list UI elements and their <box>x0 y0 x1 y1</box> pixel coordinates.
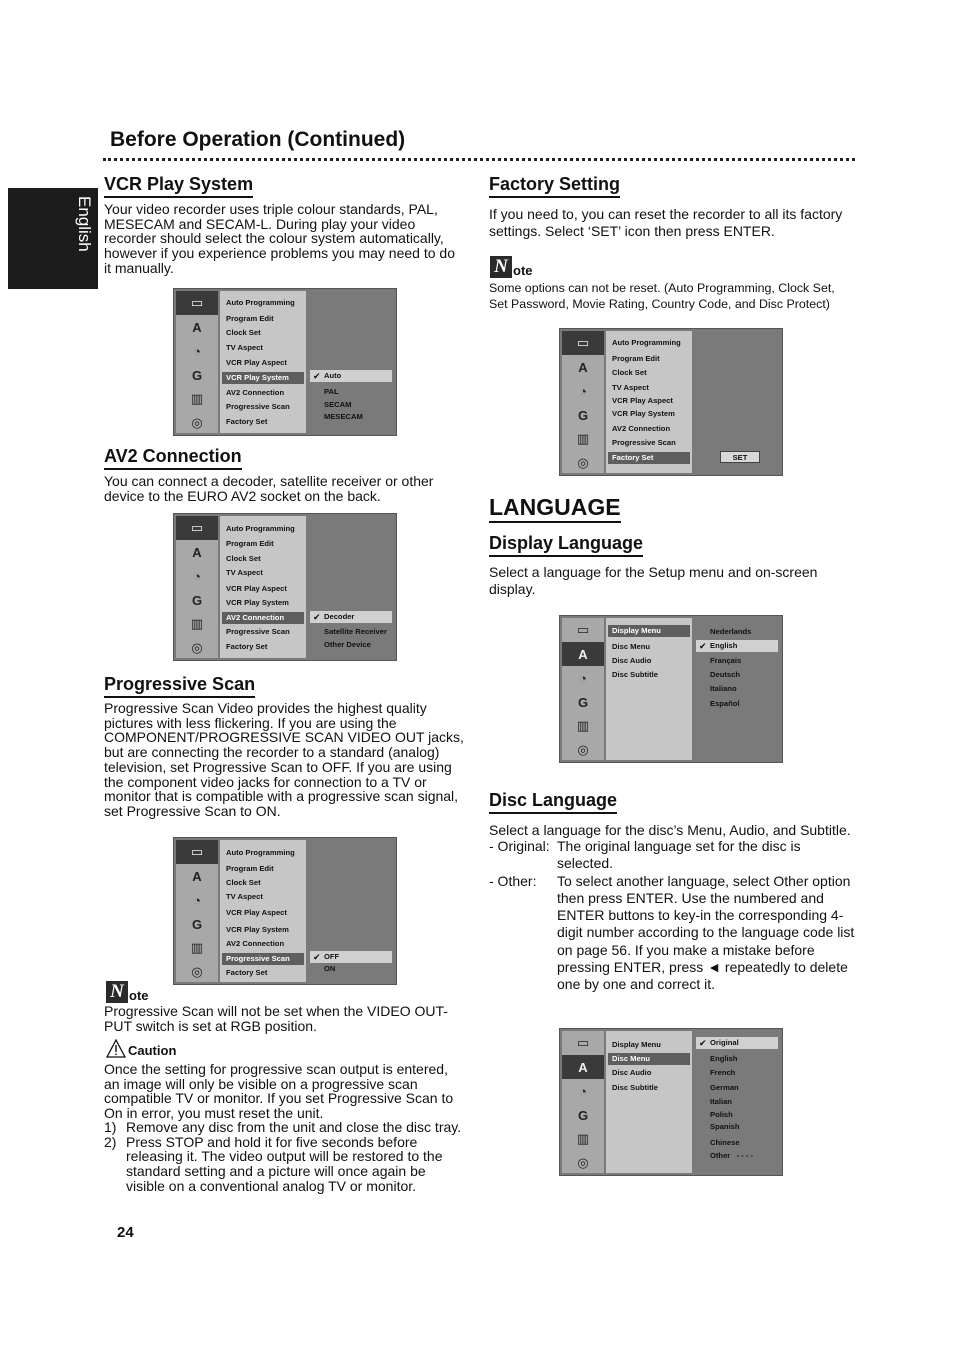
note-label: ote <box>129 988 149 1003</box>
osd-menu-item[interactable]: Auto Programming <box>226 848 295 857</box>
osd-menu-item[interactable]: Progressive Scan <box>222 953 304 965</box>
osd-option[interactable]: Français <box>710 656 742 665</box>
tv-icon: ▭ <box>576 622 590 637</box>
osd-option[interactable]: ✔ Decoder <box>310 611 392 623</box>
tv-icon: ▭ <box>176 840 218 864</box>
osd-option[interactable]: Chinese <box>710 1138 740 1147</box>
osd-menu-item[interactable]: Factory Set <box>226 417 268 426</box>
film-icon: ▥ <box>576 431 590 446</box>
osd-options <box>308 516 394 658</box>
osd-menu-item[interactable]: VCR Play Aspect <box>226 908 287 917</box>
osd-option[interactable]: French <box>710 1068 736 1077</box>
osd-display-language <box>559 615 783 763</box>
disc-icon: ◎ <box>191 415 203 430</box>
language-icon: A <box>192 868 202 884</box>
language-tab <box>8 188 98 289</box>
osd-menu-item[interactable]: VCR Play Aspect <box>226 358 287 367</box>
av2-connection-body: You can connect a decoder, satellite receiver or other device to the EURO AV2 socket on the back. <box>104 473 434 504</box>
osd-menu-list <box>220 291 306 433</box>
language-icon: A <box>192 319 202 335</box>
osd-option[interactable]: SECAM <box>324 400 352 409</box>
film-icon: ▥ <box>190 940 204 955</box>
osd-options <box>308 840 394 982</box>
osd-option[interactable]: Deutsch <box>710 670 740 679</box>
disc-language-item: - Other: To select another language, select Other option then press ENTER. Use the numbered and ENTER buttons to key-in the corresponding 4-digit number according to the language code list on page 56. If you make a mistake before pressing ENTER, press ◄ repeatedly to delete one by one and correct it. <box>489 872 855 993</box>
osd-menu-item[interactable]: Program Edit <box>612 354 660 363</box>
disc-icon: ◎ <box>577 742 589 757</box>
osd-av2-connection <box>173 513 397 661</box>
check-icon: ✔ <box>313 612 321 622</box>
warning-icon <box>106 1039 126 1058</box>
language-heading: LANGUAGE <box>489 494 621 521</box>
language-icon: A <box>578 359 588 375</box>
osd-menu-item[interactable]: Display Menu <box>608 625 690 637</box>
osd-icon-column <box>176 840 218 982</box>
caution-label: Caution <box>128 1043 177 1058</box>
tv-icon: ▭ <box>576 1035 590 1050</box>
osd-menu-item[interactable]: VCR Play System <box>612 409 675 418</box>
tv-icon: ▭ <box>176 516 218 540</box>
osd-menu-item[interactable]: Factory Set <box>226 968 268 977</box>
caution-step: 1) Remove any disc from the unit and close the disc tray. <box>104 1119 462 1135</box>
progressive-scan-body: Progressive Scan Video provides the highest quality pictures with less flickering. If you are using the COMPONENT/PROGRESSIVE SCAN VIDEO OUT jacks, but are connecting the recorder to a standard (analog) television, set Progressive Scan to OFF. If you are using the component video jacks for connection to a TV or monitor that is compatible with a progressive scan signal, set Progressive Scan to ON. <box>104 700 464 819</box>
osd-menu-item[interactable]: Clock Set <box>226 878 261 887</box>
caution-header <box>106 1039 176 1058</box>
osd-menu-item[interactable]: VCR Play Aspect <box>226 584 287 593</box>
film-icon: ▥ <box>190 391 204 406</box>
osd-icon-column <box>562 1031 604 1173</box>
page-number: 24 <box>117 1224 134 1241</box>
factory-note-header <box>490 256 533 278</box>
osd-menu-item[interactable]: VCR Play Aspect <box>612 396 673 405</box>
osd-menu-item[interactable]: Clock Set <box>226 554 261 563</box>
osd-menu-item[interactable]: Auto Programming <box>226 524 295 533</box>
disc-icon: ◎ <box>191 640 203 655</box>
osd-menu-item[interactable]: Disc Audio <box>612 1068 652 1077</box>
osd-menu-item[interactable]: Clock Set <box>612 368 647 377</box>
lock-icon: G <box>577 1107 589 1123</box>
vcr-play-system-heading: VCR Play System <box>104 175 253 193</box>
lock-icon: G <box>191 592 203 608</box>
osd-menu-item[interactable]: Factory Set <box>226 642 268 651</box>
osd-menu-item[interactable]: Program Edit <box>226 314 274 323</box>
language-tab-label: English <box>75 196 94 252</box>
audio-icon: ◔ <box>193 892 201 908</box>
osd-icon-column <box>562 618 604 760</box>
note-icon: N <box>106 981 128 1003</box>
disc-language-heading: Disc Language <box>489 791 617 809</box>
osd-menu-item[interactable]: Auto Programming <box>612 338 681 347</box>
osd-options <box>694 331 780 473</box>
display-language-heading: Display Language <box>489 534 643 552</box>
lock-icon: G <box>577 407 589 423</box>
osd-option[interactable]: Español <box>710 699 740 708</box>
osd-menu-item[interactable]: TV Aspect <box>226 568 263 577</box>
osd-menu-item[interactable]: TV Aspect <box>226 343 263 352</box>
osd-options <box>308 291 394 433</box>
osd-options <box>694 1031 780 1173</box>
osd-menu-item[interactable]: VCR Play System <box>226 598 289 607</box>
osd-progressive-scan <box>173 837 397 985</box>
osd-option[interactable]: ✔ OFF <box>310 951 392 963</box>
osd-menu-list <box>606 618 692 760</box>
osd-option[interactable]: Polish <box>710 1110 733 1119</box>
language-icon: A <box>562 642 604 666</box>
caution-steps <box>104 1120 464 1194</box>
film-icon: ▥ <box>576 1131 590 1146</box>
check-icon: ✔ <box>699 641 707 651</box>
audio-icon: ◔ <box>579 1083 587 1099</box>
osd-option[interactable]: PAL <box>324 387 339 396</box>
progressive-scan-heading: Progressive Scan <box>104 675 255 693</box>
osd-menu-item[interactable]: Progressive Scan <box>612 438 676 447</box>
disc-language-intro: Select a language for the disc’s Menu, Audio, and Subtitle. <box>489 822 851 838</box>
osd-menu-item[interactable]: AV2 Connection <box>226 939 285 948</box>
other-code: - - - - <box>736 1151 754 1160</box>
film-icon: ▥ <box>190 616 204 631</box>
osd-option[interactable]: ✔ English <box>696 640 778 652</box>
osd-menu-item[interactable]: Progressive Scan <box>226 627 290 636</box>
osd-option[interactable]: ON <box>324 964 336 973</box>
osd-menu-item[interactable]: VCR Play System <box>226 925 289 934</box>
osd-menu-item[interactable]: Progressive Scan <box>226 402 290 411</box>
note-icon: N <box>490 256 512 278</box>
osd-menu-list <box>606 1031 692 1173</box>
osd-option[interactable]: Other Device <box>324 640 371 649</box>
audio-icon: ◔ <box>579 383 587 399</box>
factory-setting-heading: Factory Setting <box>489 175 620 193</box>
av2-connection-heading: AV2 Connection <box>104 447 242 465</box>
disc-language-item: - Original: The original language set for the disc is selected. <box>489 838 801 872</box>
vcr-play-system-body: Your video recorder uses triple colour standards, PAL, MESECAM and SECAM-L. During play your video recorder should select the colour system automatically, however if you experience problems you may need to do it manually. <box>104 201 455 276</box>
lock-icon: G <box>191 367 203 383</box>
check-icon: ✔ <box>313 371 321 381</box>
display-language-body: Select a language for the Setup menu and on-screen display. <box>489 564 818 598</box>
language-icon: A <box>562 1055 604 1079</box>
osd-menu-item[interactable]: Program Edit <box>226 539 274 548</box>
audio-icon: ◔ <box>193 568 201 584</box>
osd-icon-column <box>176 291 218 433</box>
disc-icon: ◎ <box>191 964 203 979</box>
tv-icon: ▭ <box>562 331 604 355</box>
caution-step: 2) Press STOP and hold it for five seconds before releasing it. The video output will be restored to the standard setting and a picture will once again be visible on a conventional analog TV or monitor. <box>104 1133 443 1194</box>
disc-icon: ◎ <box>577 455 589 470</box>
note-label: ote <box>513 263 533 278</box>
osd-option[interactable]: MESECAM <box>324 412 363 421</box>
osd-menu-item[interactable]: AV2 Connection <box>612 424 671 433</box>
osd-icon-column <box>176 516 218 658</box>
progressive-note-text: Progressive Scan will not be set when the VIDEO OUT-PUT switch is set at RGB position. <box>104 1003 448 1034</box>
disc-icon: ◎ <box>577 1155 589 1170</box>
osd-options <box>694 618 780 760</box>
osd-option[interactable]: ✔ Original <box>696 1037 778 1049</box>
osd-menu-item[interactable]: TV Aspect <box>612 383 649 392</box>
osd-menu-item[interactable]: Disc Audio <box>612 656 652 665</box>
osd-disc-language <box>559 1028 783 1176</box>
osd-option[interactable]: Nederlands <box>710 627 752 636</box>
audio-icon: ◔ <box>193 343 201 359</box>
osd-vcr-play-system <box>173 288 397 436</box>
osd-menu-item[interactable]: Display Menu <box>612 1040 661 1049</box>
osd-menu-item[interactable]: Disc Subtitle <box>612 1083 658 1092</box>
osd-option[interactable]: Spanish <box>710 1122 740 1131</box>
osd-menu-list <box>220 840 306 982</box>
osd-option[interactable]: Italiano <box>710 684 737 693</box>
osd-option[interactable]: English <box>710 1054 738 1063</box>
title-divider <box>103 158 855 161</box>
osd-factory-set <box>559 328 783 476</box>
osd-menu-item[interactable]: Clock Set <box>226 328 261 337</box>
osd-menu-item[interactable]: Program Edit <box>226 864 274 873</box>
check-icon: ✔ <box>313 952 321 962</box>
osd-menu-item[interactable]: Auto Programming <box>226 298 295 307</box>
osd-menu-item[interactable]: Disc Menu <box>612 642 650 651</box>
osd-option[interactable]: Other - - - - <box>710 1151 754 1160</box>
osd-icon-column <box>562 331 604 473</box>
set-button[interactable]: SET <box>720 451 760 463</box>
osd-option[interactable]: German <box>710 1083 739 1092</box>
osd-option[interactable]: Italian <box>710 1097 732 1106</box>
osd-menu-item[interactable]: Disc Menu <box>608 1053 690 1065</box>
factory-note-text: Some options can not be reset. (Auto Programming, Clock Set, Set Password, Movie Rating, Country Code, and Disc Protect) <box>489 281 835 311</box>
factory-setting-body: If you need to, you can reset the recorder to all its factory settings. Select ‘SET’ icon then press ENTER. <box>489 206 843 240</box>
osd-menu-list <box>606 331 692 473</box>
film-icon: ▥ <box>576 718 590 733</box>
language-icon: A <box>192 544 202 560</box>
lock-icon: G <box>577 694 589 710</box>
lock-icon: G <box>191 916 203 932</box>
audio-icon: ◔ <box>579 670 587 686</box>
progressive-note-header <box>106 981 149 1003</box>
osd-menu-list <box>220 516 306 658</box>
osd-menu-item[interactable]: Disc Subtitle <box>612 670 658 679</box>
osd-menu-item[interactable]: AV2 Connection <box>222 612 304 624</box>
disc-language-list <box>489 838 859 994</box>
osd-option[interactable]: ✔ Auto <box>310 370 392 382</box>
page-title: Before Operation (Continued) <box>110 128 406 151</box>
osd-menu-item[interactable]: TV Aspect <box>226 892 263 901</box>
osd-menu-item[interactable]: AV2 Connection <box>226 388 285 397</box>
tv-icon: ▭ <box>176 291 218 315</box>
caution-text: Once the setting for progressive scan output is entered, an image will only be visible on a progressive scan compatible TV or monitor. If you set Progressive Scan to On in error, you must reset the unit. <box>104 1061 454 1122</box>
osd-menu-item[interactable]: Factory Set <box>608 452 690 464</box>
osd-option[interactable]: Satellite Receiver <box>324 627 387 636</box>
check-icon: ✔ <box>699 1038 707 1048</box>
osd-menu-item[interactable]: VCR Play System <box>222 372 304 384</box>
